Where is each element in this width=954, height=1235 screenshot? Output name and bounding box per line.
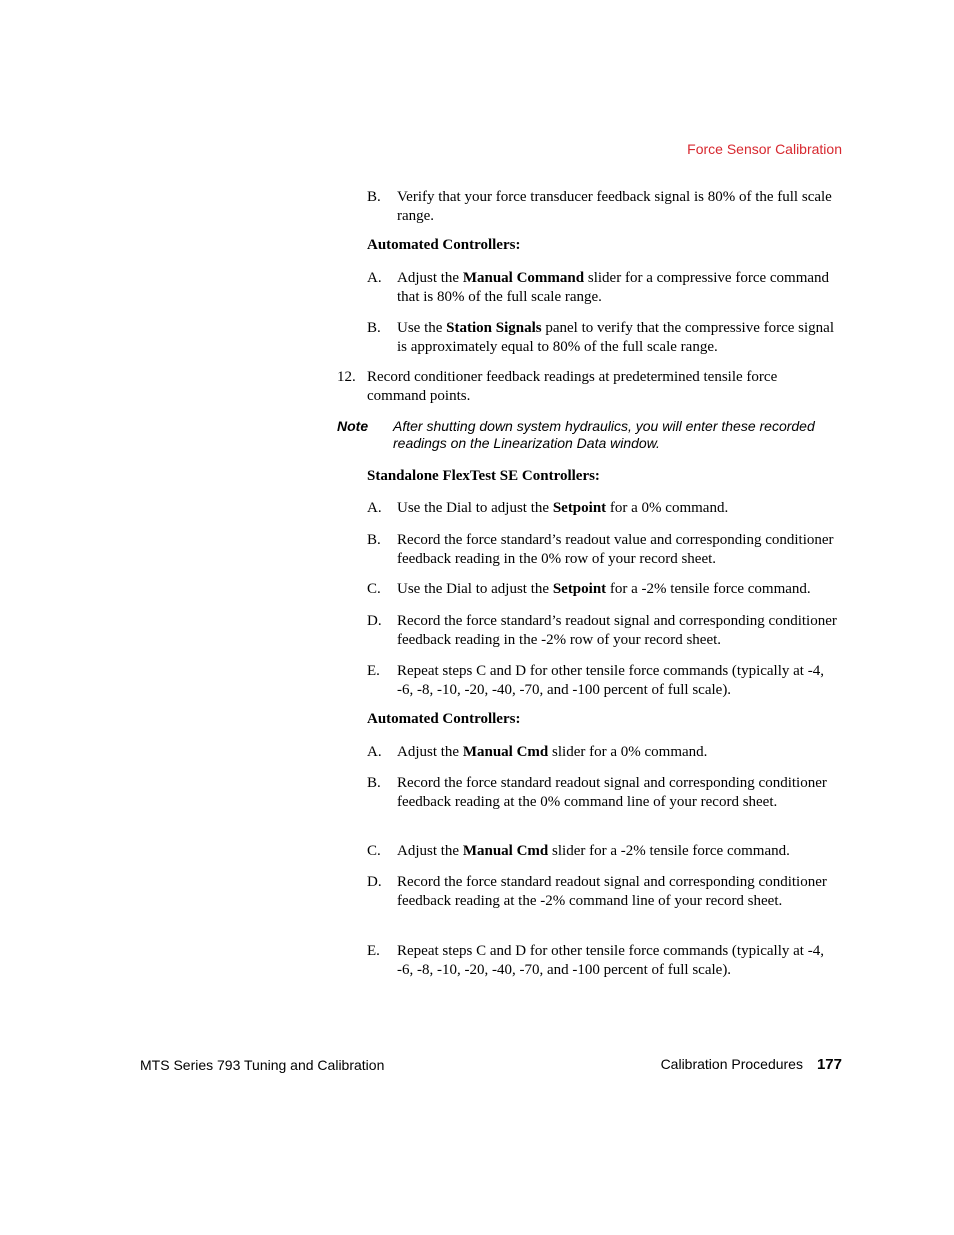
step-number: 12. (337, 369, 356, 385)
step-label: D. (367, 874, 382, 890)
text-run: slider for a compressive force command that is 80% of the full scale range. (397, 270, 830, 305)
step-text (397, 499, 843, 518)
step-text (397, 531, 843, 569)
step-label: D. (367, 613, 382, 629)
text-run: Record the force standard’s readout value and corresponding conditioner feedback reading in the 0% row of your record sheet. (397, 532, 834, 567)
step-text (397, 662, 843, 700)
step-label: B. (367, 320, 381, 336)
bold-term: Manual Command (462, 270, 585, 286)
text-run: for a 0% command. (606, 500, 729, 516)
step-text (397, 842, 843, 861)
heading-standalone-controllers: Standalone FlexTest SE Controllers: (367, 468, 600, 484)
step-label: A. (367, 744, 382, 760)
step-label: E. (367, 663, 380, 679)
text-run: Adjust the (397, 744, 463, 760)
step-label: C. (367, 581, 381, 597)
text-run: Record the force standard’s readout signal and corresponding conditioner feedback reading in the -2% row of your record sheet. (397, 613, 837, 648)
step-text (397, 873, 843, 911)
text-run: slider for a 0% command. (548, 744, 708, 760)
heading-automated-controllers-2: Automated Controllers: (367, 711, 521, 727)
text-run: Repeat steps C and D for other tensile force commands (typically at -4, -6, -8, -10, -20, -40, -70, and -100 percent of full scale). (397, 663, 824, 698)
page-number: 177 (816, 1056, 842, 1073)
step-text (397, 269, 843, 307)
text-run: slider for a -2% tensile force command. (548, 843, 790, 859)
text-run: Use the (397, 320, 447, 336)
step-text (397, 942, 843, 980)
text-run: Record the force standard readout signal and corresponding conditioner feedback reading at the 0% command line of your record sheet. (397, 775, 827, 810)
step-text (397, 612, 843, 650)
text-run: Use the Dial to adjust the (397, 581, 553, 597)
step-label: B. (367, 775, 381, 791)
step-label: B. (367, 532, 381, 548)
bold-term: Setpoint (552, 500, 607, 516)
heading-automated-controllers: Automated Controllers: (367, 237, 521, 253)
text-run: Record the force standard readout signal and corresponding conditioner feedback reading at the -2% command line of your record sheet. (397, 874, 827, 909)
footer-chapter (661, 1056, 842, 1073)
step-text (397, 743, 843, 762)
text-run: for a -2% tensile force command. (606, 581, 811, 597)
bold-term: Manual Cmd (462, 843, 549, 859)
step-label: B. (367, 189, 381, 205)
bold-term: Manual Cmd (462, 744, 549, 760)
footer-book-title: MTS Series 793 Tuning and Calibration (140, 1057, 385, 1073)
bold-term: Station Signals (446, 320, 542, 336)
step-text (397, 188, 843, 226)
step-text (397, 319, 843, 357)
running-header: Force Sensor Calibration (687, 141, 842, 157)
footer-chapter-title: Calibration Procedures (660, 1056, 803, 1072)
note-text: After shutting down system hydraulics, you will enter these recorded readings on the Linearization Data window. (393, 418, 815, 451)
note-label: Note (337, 418, 369, 434)
step-label: E. (367, 943, 380, 959)
text-run: panel to verify that the compressive force signal is approximately equal to 80% of the full scale range. (397, 320, 835, 355)
text-run: Adjust the (397, 270, 463, 286)
text-run: Repeat steps C and D for other tensile force commands (typically at -4, -6, -8, -10, -20, -40, -70, and -100 percent of full scale). (397, 943, 824, 978)
step-label: C. (367, 843, 381, 859)
step-text (397, 580, 843, 599)
step-label: A. (367, 500, 382, 516)
bold-term: Setpoint (552, 581, 607, 597)
text-run: Adjust the (397, 843, 463, 859)
step-label: A. (367, 270, 382, 286)
step-text (397, 774, 843, 812)
text-run: Verify that your force transducer feedback signal is 80% of the full scale range. (397, 189, 832, 224)
text-run: Use the Dial to adjust the (397, 500, 553, 516)
step-text: Record conditioner feedback readings at predetermined tensile force command points. (367, 369, 778, 404)
